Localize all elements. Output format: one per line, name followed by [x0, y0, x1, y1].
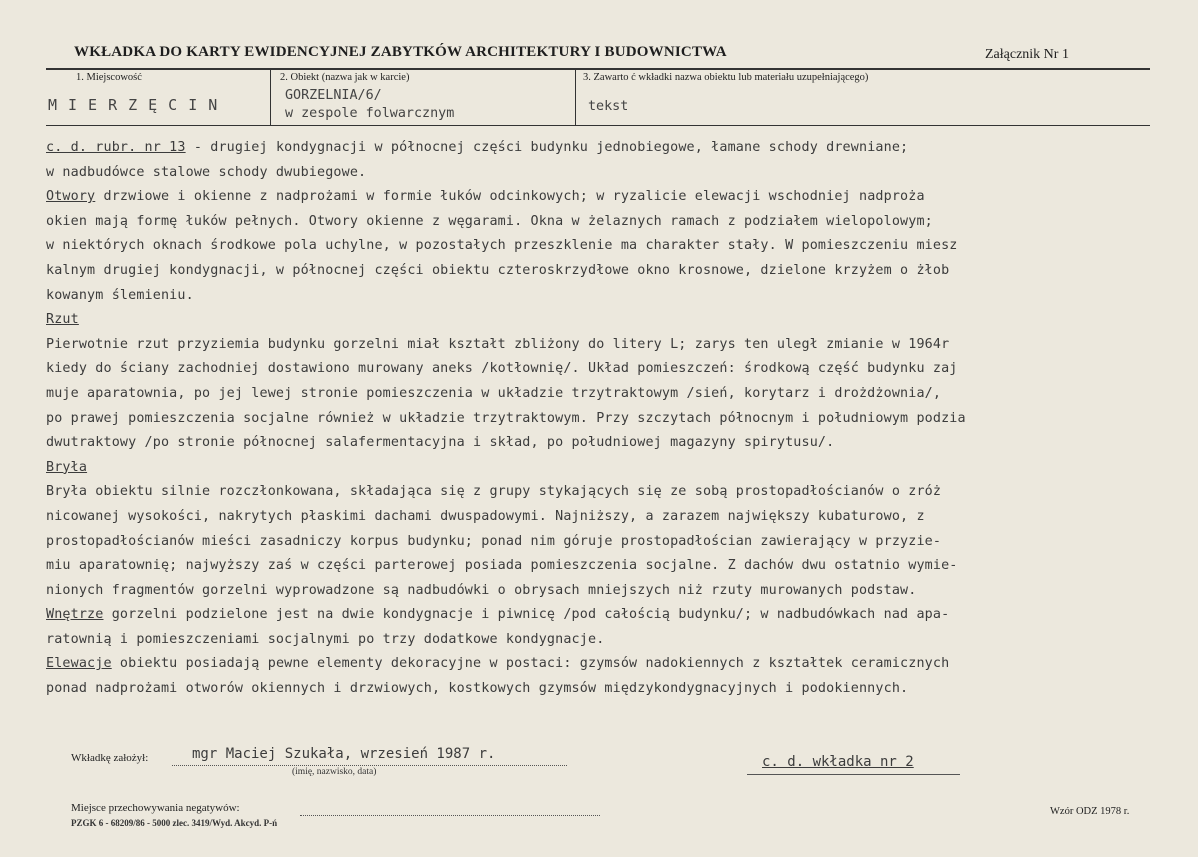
content-label: 3. Zawarto ć wkładki nazwa obiektu lub materiału uzupełniającego) — [583, 72, 869, 83]
line-text: ratownią i pomieszczeniami socjalnymi po trzy dodatkowe kondygnacje. — [46, 631, 605, 647]
text-line — [46, 210, 1196, 235]
line-text: kiedy do ściany zachodniej dostawiono murowany aneks /kotłownię/. Układ pomieszczeń: środkową część budynku zaj — [46, 361, 958, 377]
section-heading: Rzut — [46, 312, 79, 328]
object-value-line2: w zespole folwarcznym — [285, 106, 455, 121]
text-line — [46, 234, 1196, 259]
text-line — [46, 185, 1196, 210]
founded-line — [172, 765, 567, 766]
text-line — [46, 357, 1196, 382]
founded-label: Wkładkę założył: — [71, 752, 149, 764]
founded-hint: (imię, nazwisko, data) — [292, 767, 377, 777]
line-text: w nadbudówce stalowe schody dwubiegowe. — [46, 164, 367, 180]
field-divider-2 — [575, 70, 576, 125]
continued-rule — [747, 774, 960, 775]
text-line — [46, 652, 1196, 677]
text-line — [46, 161, 1196, 186]
line-text: w niektórych oknach środkowe pola uchylne, w pozostałych przeszklenie ma charakter stały. W pomieszczeniu miesz — [46, 238, 958, 254]
text-line — [46, 480, 1196, 505]
line-text: gorzelni podzielone jest na dwie kondygnacje i piwnicę /pod całością budynku/; w nadbudówkach nad apa- — [103, 607, 950, 623]
fields-bottom-rule — [46, 125, 1150, 126]
text-line — [46, 628, 1196, 653]
object-label: 2. Obiekt (nazwa jak w karcie) — [280, 72, 410, 83]
field-divider-1 — [270, 70, 271, 125]
text-line — [46, 308, 1196, 333]
locality-value: MIERZĘCIN — [48, 96, 229, 114]
founded-value: mgr Maciej Szukała, wrzesień 1987 r. — [192, 746, 496, 762]
line-text: okien mają formę łuków pełnych. Otwory okienne z węgarami. Okna w żelaznych ramach z podziałem wielopolowym; — [46, 213, 933, 229]
content-value: tekst — [588, 99, 629, 114]
object-value-line1: GORZELNIA/6/ — [285, 88, 382, 103]
section-heading: Elewacje — [46, 656, 112, 672]
section-heading: c. d. rubr. nr 13 — [46, 140, 186, 155]
line-text: kalnym drugiej kondygnacji, w północnej części obiektu czteroskrzydłowe okno krosnowe, dzielone krzyżem o żłob — [46, 262, 950, 278]
line-text: drzwiowe i okienne z nadprożami w formie łuków odcinkowych; w ryzalicie elewacji wschodniej nadproża — [95, 189, 925, 205]
line-text: nicowanej wysokości, nakrytych płaskimi dachami dwuspadowymi. Najniższy, a zarazem największy kubaturowo, z — [46, 508, 925, 524]
section-heading: Wnętrze — [46, 607, 104, 623]
section-heading: Bryła — [46, 459, 88, 475]
line-text: nionych fragmentów gorzelni wyprowadzone są nadbudówki o obrysach mniejszych niż rzuty murowanych podstaw. — [46, 582, 917, 598]
locality-label: 1. Miejscowość — [76, 72, 142, 83]
text-line — [46, 407, 1196, 432]
line-text: - drugiej kondygnacji w północnej części budynku jednobiegowe, łamane schody drewniane; — [185, 140, 909, 155]
text-line — [46, 259, 1196, 284]
line-text: Pierwotnie rzut przyziemia budynku gorzelni miał kształt zbliżony do litery L; zarys ten uległ zmianie w 1964r — [46, 336, 950, 352]
line-text: prostopadłościanów mieści zasadniczy korpus budynku; ponad nim góruje prostopadłościan zawierający w przyzie- — [46, 533, 942, 549]
line-text: dwutraktowy /po stronie północnej salafermentacyjna i skład, po południowej magazyny spirytusu/. — [46, 435, 835, 451]
header-rule — [46, 68, 1150, 70]
text-line — [46, 579, 1196, 604]
line-text: kowanym ślemieniu. — [46, 287, 194, 303]
text-line — [46, 136, 1196, 161]
line-text: ponad nadprożami otworów okiennych i drzwiowych, kostkowych gzymsów międzykondygnacyjnych i podokiennych. — [46, 681, 909, 697]
line-text: po prawej pomieszczenia socjalne również w układzie trzytraktowym. Przy szczytach północnym i południowym podzia — [46, 410, 966, 426]
text-line — [46, 554, 1196, 579]
negatives-label: Miejsce przechowywania negatywów: — [71, 802, 240, 814]
text-line — [46, 431, 1196, 456]
text-line — [46, 603, 1196, 628]
description-text — [46, 136, 1196, 702]
form-title: WKŁADKA DO KARTY EWIDENCYJNEJ ZABYTKÓW ARCHITEKTURY I BUDOWNICTWA — [74, 44, 727, 60]
annex-number: Załącznik Nr 1 — [985, 47, 1069, 62]
continued-note: c. d. wkładka nr 2 — [762, 754, 914, 770]
line-text: Bryła obiektu silnie rozczłonkowana, składająca się z grupy stykających się ze sobą prostopadłościanów o zróż — [46, 484, 942, 500]
line-text: miu aparatownię; najwyższy zaś w części parterowej posiada pomieszczenia socjalne. Z dachów dwu ostatnio wymie- — [46, 558, 958, 574]
text-line — [46, 677, 1196, 702]
print-info: PZGK 6 - 68209/86 - 5000 zlec. 3419/Wyd. Akcyd. P-ń — [71, 818, 278, 828]
text-line — [46, 530, 1196, 555]
text-line — [46, 505, 1196, 530]
text-line — [46, 382, 1196, 407]
form-model: Wzór ODZ 1978 r. — [1050, 806, 1130, 817]
line-text: muje aparatownia, po jej lewej stronie pomieszczenia w układzie trzytraktowym /sień, korytarz i drożdżownia/, — [46, 385, 942, 401]
line-text: obiektu posiadają pewne elementy dekoracyjne w postaci: gzymsów nadokiennych z kształtek ceramicznych — [111, 656, 950, 672]
text-line — [46, 284, 1196, 309]
text-line — [46, 333, 1196, 358]
negatives-line — [300, 815, 600, 816]
section-heading: Otwory — [46, 189, 96, 205]
text-line — [46, 456, 1196, 481]
